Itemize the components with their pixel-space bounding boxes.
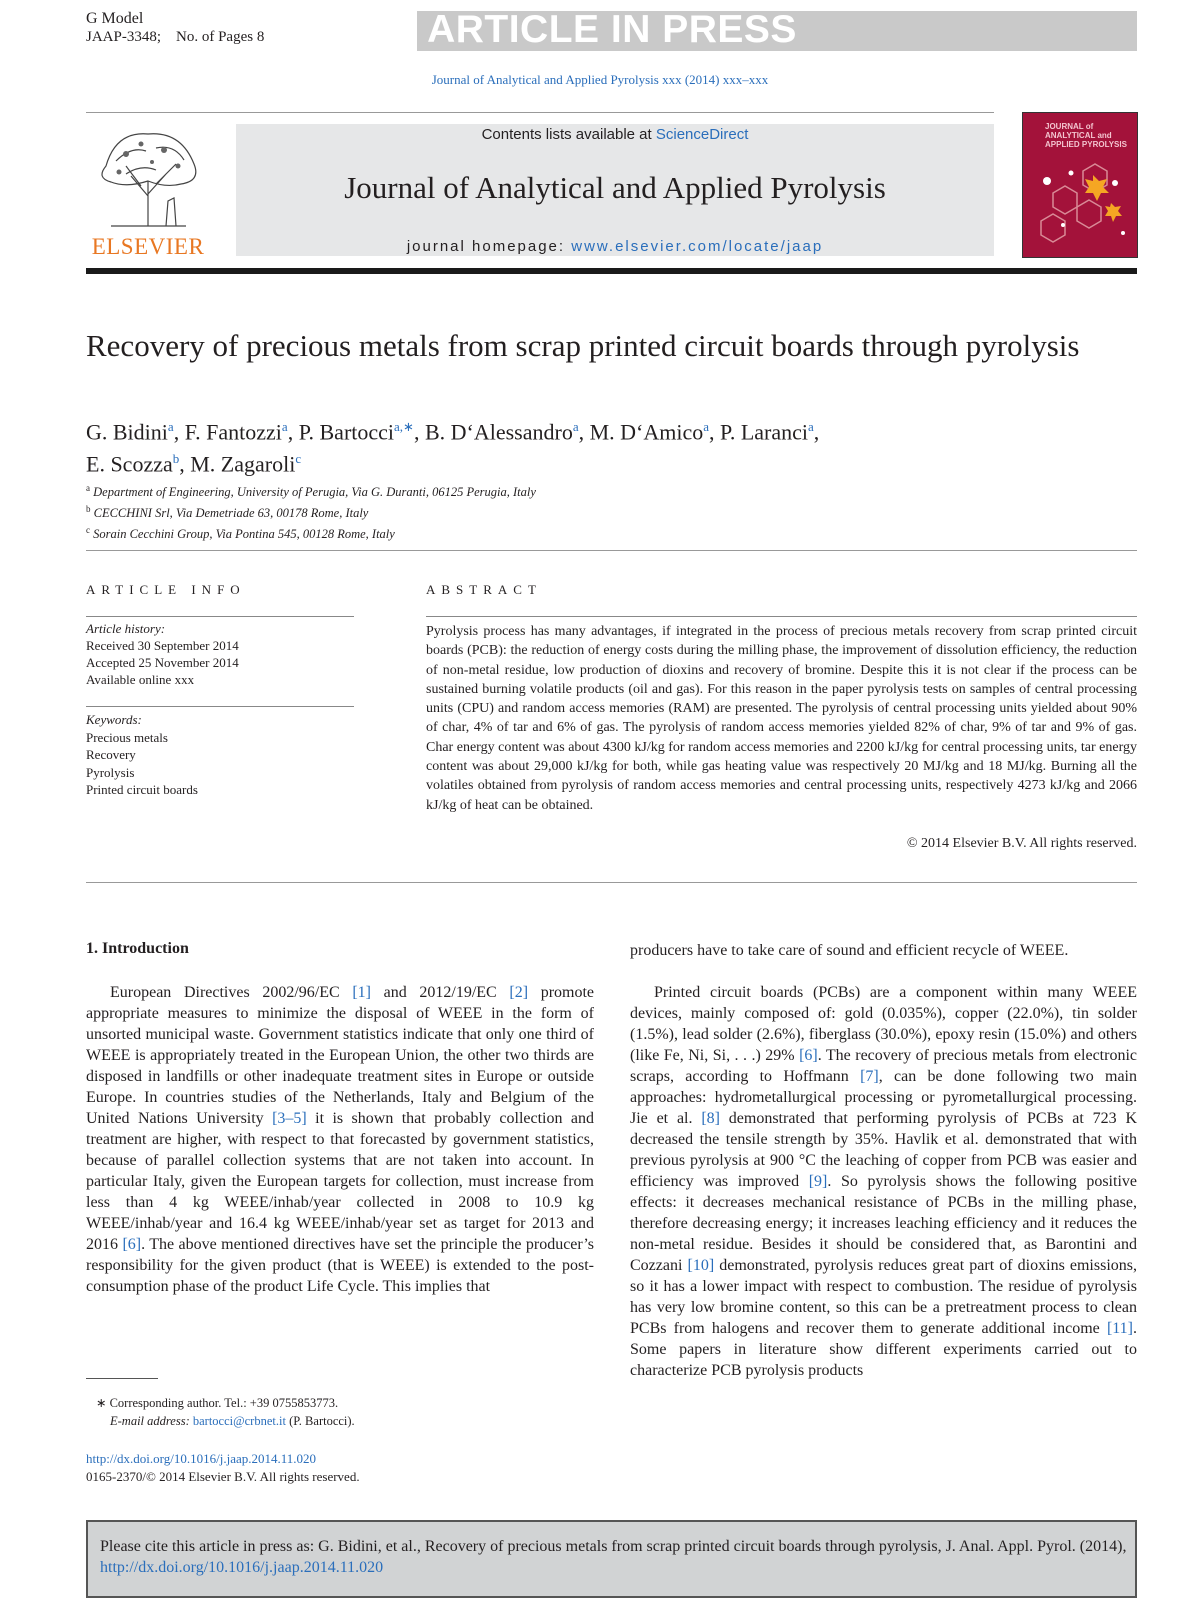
author-separator: ,: [179, 451, 191, 477]
doi-link[interactable]: http://dx.doi.org/10.1016/j.jaap.2014.11.020: [86, 1451, 317, 1466]
contents-prefix: Contents lists available at: [481, 126, 656, 143]
reference-link[interactable]: [11]: [1106, 1320, 1133, 1337]
keywords-block: [86, 711, 354, 799]
author-name: B. D‘Alessandro: [424, 419, 573, 445]
info-rule-mid: [86, 706, 354, 707]
abstract-rule: [426, 616, 1137, 617]
reference-link[interactable]: [6]: [122, 1236, 142, 1253]
sciencedirect-link[interactable]: ScienceDirect: [655, 126, 749, 143]
title-divider: [86, 550, 1137, 551]
affiliation-text: Sorain Cecchini Group, Via Pontina 545, 00128 Rome, Italy: [90, 527, 395, 542]
email-link[interactable]: bartocci@crbnet.it: [192, 1414, 286, 1428]
gmodel-label: G Model: [86, 10, 144, 27]
abstract-text: Pyrolysis process has many advantages, if integrated in the process of precious metals recovery from scrap printed circuit boards (PCB): the reduction of energy costs during the milling phase, the improvement of dissolution efficiency, the reduction of non-metal residue, low production of dioxins and recovery of bromine. Despite this it is not clear if the process can be sustained burning volatile products (oil and gas). For this reason in the paper pyrolysis tests on samples of central processing units (CPU) and random access memories (RAM) are presented. The pyrolysis of central processing units yielded about 90% of char, 4% of tar and 6% of gas. The pyrolysis of random access memories yielded 82% of char, 9% of tar and 9% of gas. Char energy content was about 4300 kJ/kg for random access memories and 2200 kJ/kg for central processing units, tar energy content was about 29,000 kJ/kg for both, while gas heating value was respectively 20 MJ/kg and 18 MJ/kg. Burning all the volatiles obtained from pyrolysis of random access memories and central processing units, respectively 4273 kJ/kg and 2066 kJ/kg of heat can be obtained.: [426, 624, 1137, 813]
footnote: [96, 1394, 596, 1430]
masthead-bottom-rule: [86, 268, 1137, 274]
reference-link[interactable]: [9]: [808, 1173, 828, 1190]
keyword: Recovery: [86, 747, 136, 762]
keyword: Precious metals: [86, 729, 168, 745]
author-separator: ,: [413, 419, 425, 445]
body-text: . The above mentioned directives have set the principle the producer’s responsibility for the given product (that is WEEE) is extended to the post-consumption phase of the product Life Cycle. This implies that: [86, 1236, 594, 1295]
homepage-link[interactable]: www.elsevier.com/locate/jaap: [571, 238, 824, 255]
affiliation-text: Department of Engineering, University of Perugia, Via G. Duranti, 06125 Perugia, Italy: [90, 485, 536, 500]
elsevier-tree-logo-icon: [86, 126, 210, 230]
author-separator: ,: [578, 419, 590, 445]
affiliation-list: [86, 480, 986, 543]
issn-copyright: 0165-2370/© 2014 Elsevier B.V. All rights reserved.: [86, 1469, 360, 1484]
cover-art-icon: [1023, 113, 1137, 257]
author-name: P. Laranci: [720, 419, 809, 445]
footnote-rule: [86, 1378, 158, 1379]
reference-link[interactable]: [7]: [860, 1068, 879, 1085]
author-name: P. Bartocci: [298, 419, 395, 445]
online-date: Available online xxx: [86, 672, 195, 687]
elsevier-wordmark: ELSEVIER: [91, 234, 205, 259]
keyword: Pyrolysis: [86, 764, 135, 780]
author-separator: ,: [287, 419, 299, 445]
article-info-heading: ARTICLE INFO: [86, 582, 246, 597]
reference-link[interactable]: [1]: [352, 984, 371, 1001]
body-text: it is shown that probably collection and treatment are higher, with respect to that forecasted by government statistics, because of parallel collection systems that are not taken into account. In particular Italy, given the European targets for collection, must increase from less than 4 kg WEEE/inhab/year collected in 2008 to 10.9 kg WEEE/inhab/year and 16.4 kg WEEE/inhab/year set as target for 2013 and 2016: [86, 1110, 594, 1253]
author-name: M. D‘Amico: [589, 419, 704, 445]
affiliation-mark: c: [86, 525, 90, 536]
affiliation: [86, 501, 986, 522]
cite-text: Please cite this article in press as: G. Bidini, et al., Recovery of precious metals from scrap printed circuit boards through pyrolysis, J. Anal. Appl. Pyrol. (2014),: [100, 1538, 1127, 1555]
doi-block: [86, 1450, 586, 1486]
author-name: E. Scozza: [86, 451, 173, 477]
homepage-prefix: journal homepage:: [406, 238, 572, 255]
contents-line: [236, 126, 994, 143]
author-list: [86, 413, 1126, 478]
accepted-date: Accepted 25 November 2014: [86, 655, 239, 670]
affiliation: [86, 480, 986, 501]
article-title: Recovery of precious metals from scrap printed circuit boards through pyrolysis: [86, 328, 1080, 363]
body-text: promote appropriate measures to minimize the disposal of WEEE in the form of unsorted municipal waste. Government statistics indicate that only one third of WEEE is appropriately treated in the European Union, the other two thirds are disposed in landfills or other inadequate treatment sites in Europe or outside Europe. In countries studies of the Netherlands, Italy and Belgium of the United Nations University: [86, 984, 595, 1127]
author-affiliation-mark[interactable]: a,∗: [394, 419, 414, 434]
affiliation-mark: a: [86, 483, 90, 493]
abstract-copyright: © 2014 Elsevier B.V. All rights reserved.: [906, 836, 1137, 851]
abstract-heading: ABSTRACT: [426, 582, 542, 597]
author-affiliation-mark[interactable]: a: [572, 419, 579, 434]
corresponding-author: ∗ Corresponding author. Tel.: +39 0755853773.: [96, 1396, 339, 1410]
affiliation-text: CECCHINI Srl, Via Demetriade 63, 00178 Rome, Italy: [90, 506, 369, 521]
abstract-divider: [86, 882, 1137, 883]
journal-homepage: [236, 238, 994, 255]
affiliation: [86, 522, 986, 543]
email-suffix: (P. Bartocci).: [285, 1414, 355, 1428]
reference-link[interactable]: [10]: [687, 1257, 715, 1274]
author-affiliation-mark[interactable]: a: [703, 419, 710, 434]
body-text: . So pyrolysis shows the following positive effects: it decreases mechanical resistance of PCBs in the milling phase, therefore decreasing energy; it increases leaching efficiency and it reduces the non-metal residue. Besides it should be considered that, as Barontini and Cozzani: [630, 1173, 1137, 1274]
email-label: E-mail address:: [110, 1414, 193, 1428]
author-affiliation-mark[interactable]: a: [808, 419, 814, 434]
history-label: Article history:: [86, 621, 166, 636]
body-paragraph-continued: producers have to take care of sound and efficient recycle of WEEE.: [630, 942, 1069, 959]
body-text: and 2012/19/EC: [371, 984, 510, 1001]
journal-cover-image: [1022, 112, 1138, 258]
body-text: Printed circuit boards (PCBs) are a component within many WEEE devices, mainly composed of: gold (0.035%), copper (22.0%), tin solder (1.5%), lead solder (2.6%), fiberglass (30.0%), epoxy resin (15.0%) and others (like Fe, Ni, Si, . . .) 29%: [630, 984, 1137, 1064]
keywords-label: Keywords:: [86, 712, 142, 727]
body-text: , can be done following two main approaches: hydrometallurgical processing or pyrometallurgical processing. Jie et al.: [630, 1068, 1137, 1127]
journal-title: Journal of Analytical and Applied Pyrolysis: [344, 170, 886, 205]
article-in-press-banner: ARTICLE IN PRESS: [427, 8, 797, 51]
author-name: M. Zagaroli: [190, 451, 296, 477]
cite-doi-link[interactable]: http://dx.doi.org/10.1016/j.jaap.2014.11.020: [100, 1559, 384, 1576]
body-text: . The recovery of precious metals from electronic scraps, according to Hoffmann: [630, 1047, 1138, 1085]
author-affiliation-mark[interactable]: a: [281, 419, 288, 434]
reference-link[interactable]: [6]: [799, 1047, 818, 1064]
masthead-top-rule: [86, 112, 994, 113]
reference-link[interactable]: [3–5]: [272, 1110, 307, 1127]
manuscript-id: [86, 10, 264, 46]
author-separator: ,: [173, 419, 185, 445]
keyword: Printed circuit boards: [86, 782, 198, 797]
body-text: European Directives 2002/96/EC: [110, 984, 353, 1001]
section-heading: 1. Introduction: [86, 940, 189, 957]
info-rule-top: [86, 616, 354, 617]
cite-notice: [100, 1536, 1130, 1578]
body-text: demonstrated that performing pyrolysis of PCBs at 723 K decreased the tensile strength by 35%. Havlik et al. demonstrated that with previous pyrolysis at 900 °C the leaching of copper from PCB was easier and efficiency was improved: [630, 1110, 1138, 1190]
body-text: . Some papers in literature show different experiments carried out to characterize PCB pyrolysis products: [630, 1320, 1137, 1379]
received-date: Received 30 September 2014: [86, 638, 239, 653]
article-history: [86, 620, 354, 688]
author-separator: ,: [709, 419, 721, 445]
author-name: G. Bidini: [86, 419, 168, 445]
reference-link[interactable]: [2]: [509, 984, 529, 1001]
author-affiliation-mark[interactable]: a: [167, 419, 174, 434]
body-paragraph-right: [630, 982, 1137, 1381]
manuscript-ref: JAAP-3348; No. of Pages 8: [86, 29, 265, 45]
email-line: [96, 1412, 596, 1430]
affiliation-mark: b: [86, 504, 91, 515]
author-name: F. Fantozzi: [184, 419, 282, 445]
reference-link[interactable]: [8]: [701, 1110, 720, 1127]
author-separator: ,: [813, 419, 820, 445]
body-text: demonstrated, pyrolysis reduces great part of dioxins emissions, so it has a lower impact with respect to combustion. The residue of pyrolysis has very low bromine content, so this can be a pretreatment process to clean PCBs from halogens and recover them to generate additional income: [630, 1257, 1138, 1337]
cover-title: JOURNAL of ANALYTICAL and APPLIED PYROLYSIS: [1045, 122, 1127, 149]
body-paragraph-left: [86, 982, 594, 1297]
journal-citation-line[interactable]: Journal of Analytical and Applied Pyrolysis xxx (2014) xxx–xxx: [431, 72, 769, 87]
author-affiliation-mark[interactable]: b: [172, 451, 180, 467]
author-affiliation-mark[interactable]: c: [295, 451, 302, 467]
